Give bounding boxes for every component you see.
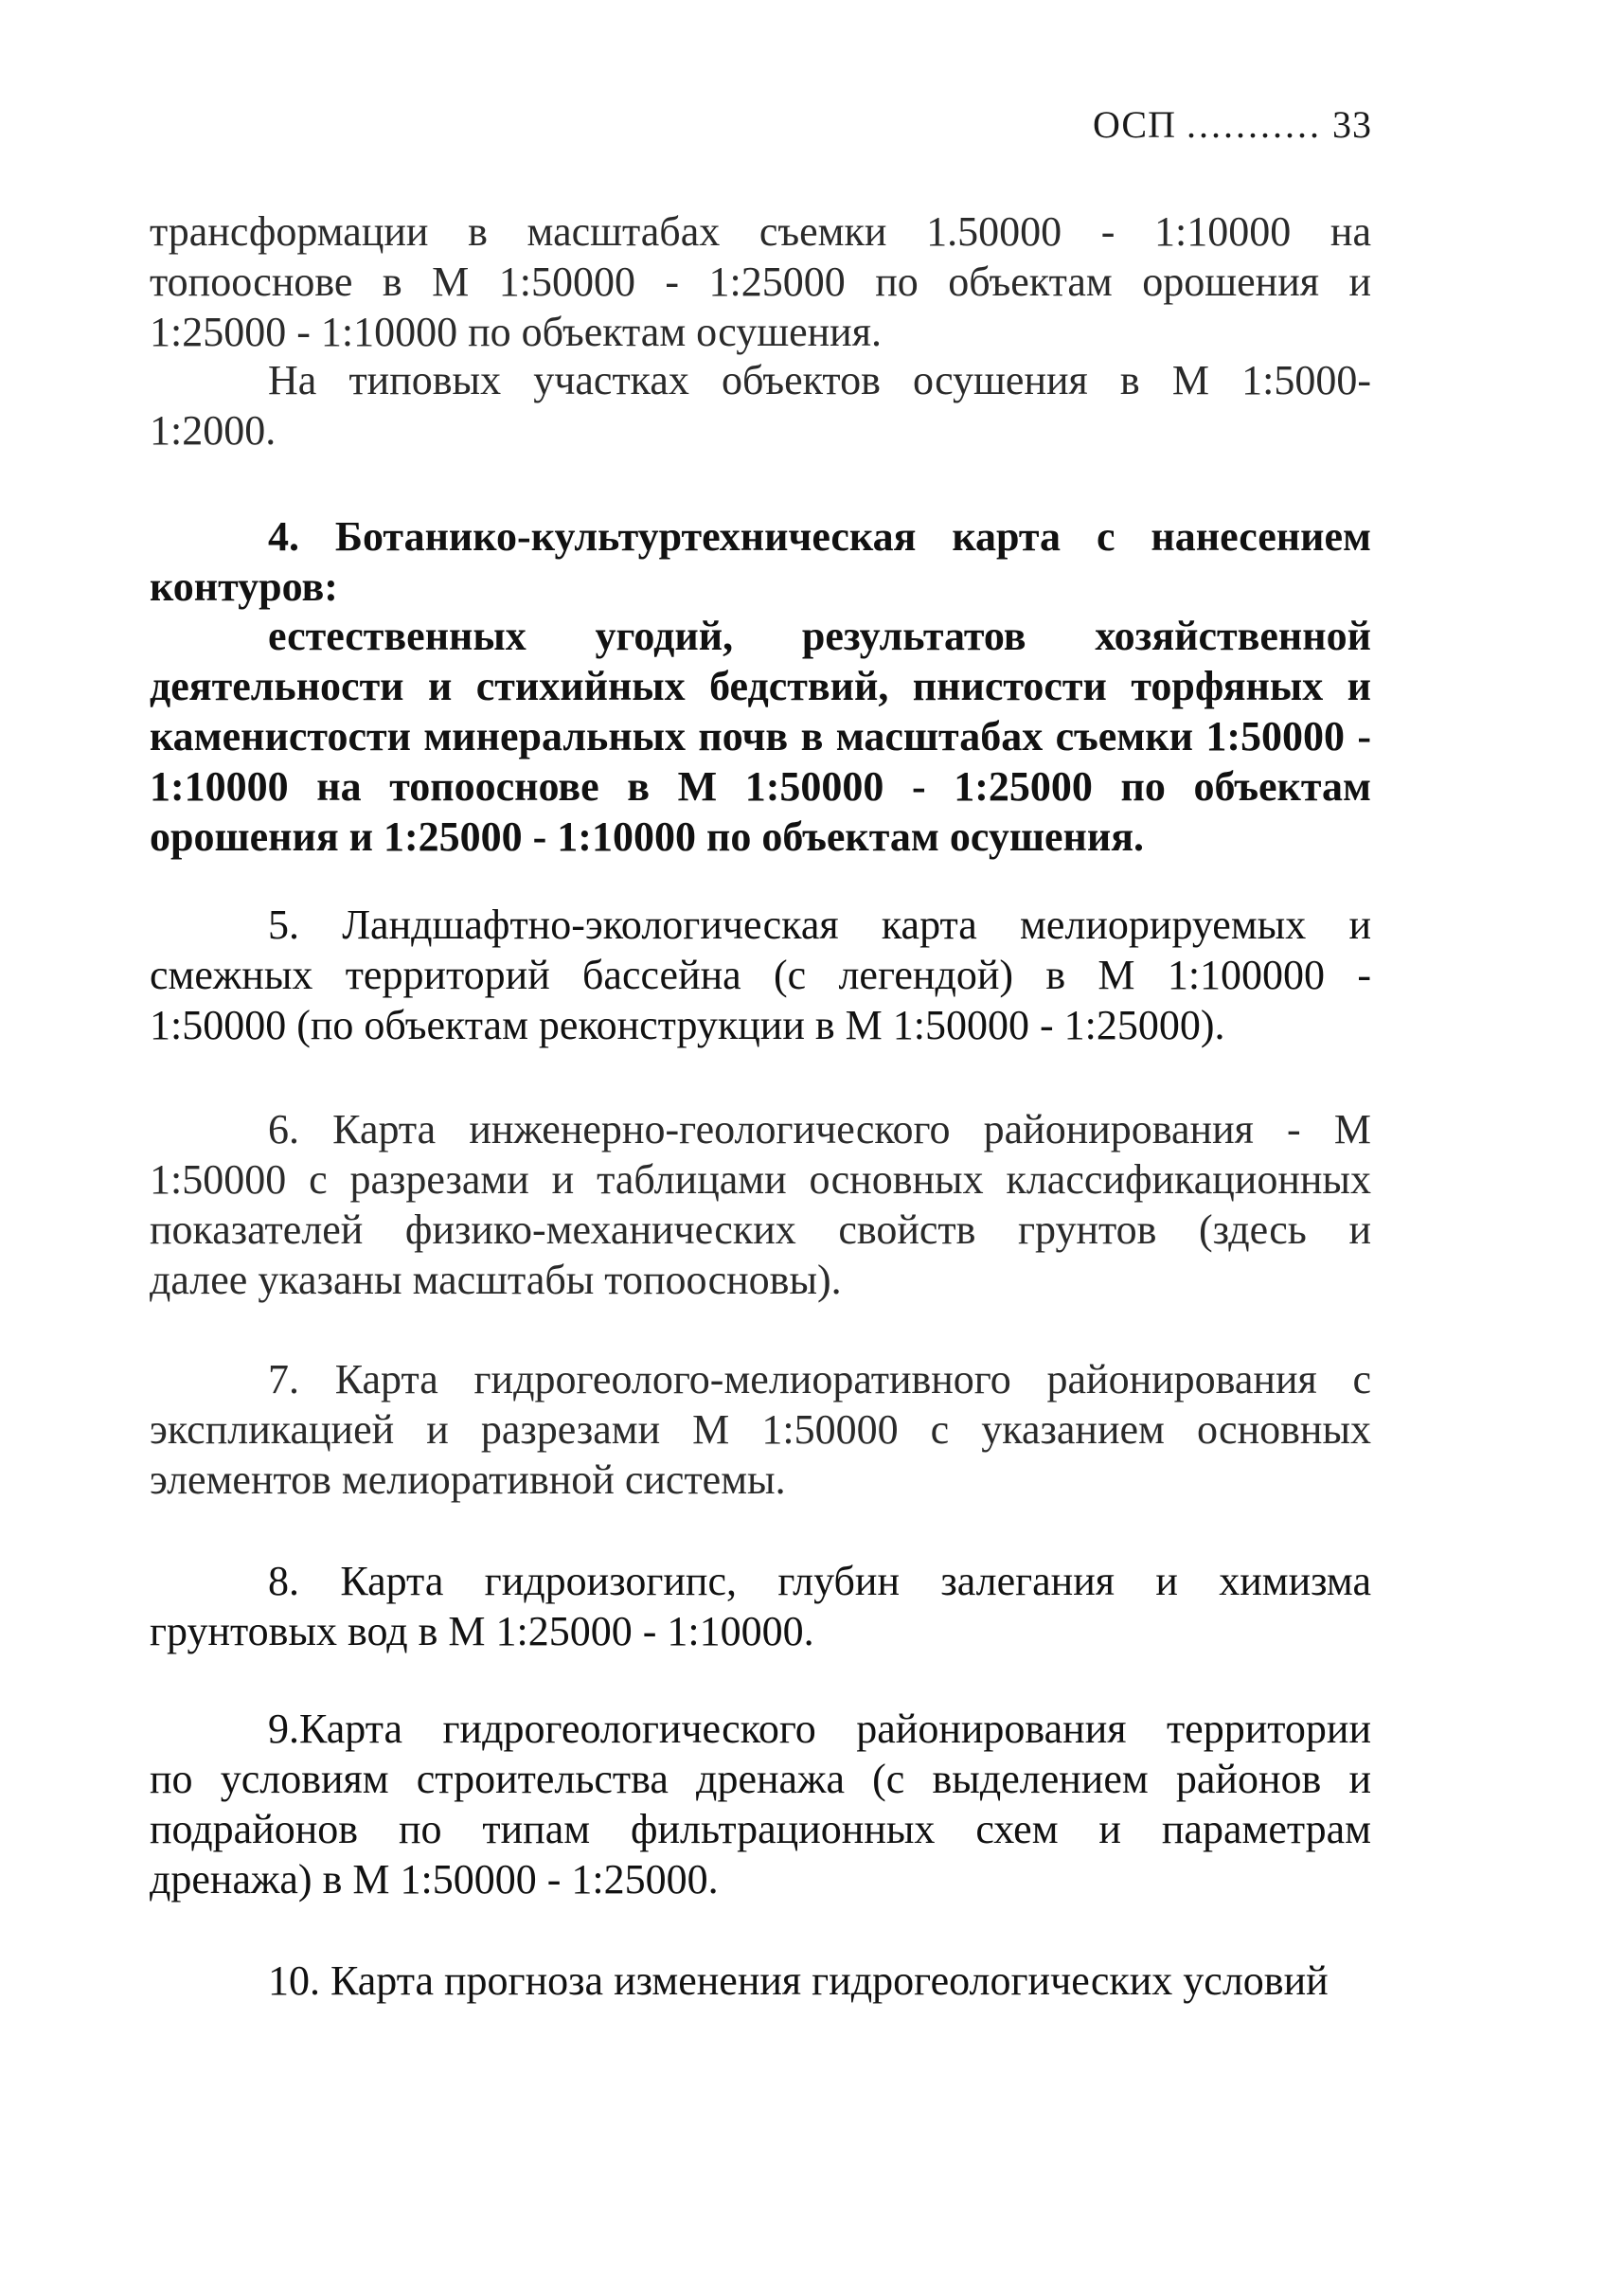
page-number: 33 (1332, 103, 1372, 146)
text-line: элементов мелиоративной системы. (150, 1456, 786, 1503)
text-line: 1:10000 на топооснове в М 1:50000 - 1:25000 по объектам (150, 763, 1371, 810)
paragraph-item-4 (150, 511, 1371, 612)
text-line: показателей физико-механических свойств грунтов (здесь и (150, 1206, 1371, 1253)
text-line: контуров: (150, 563, 338, 610)
header-label: ОСП (1093, 103, 1176, 146)
header-leader: ........... (1187, 103, 1322, 146)
text-line: 1:50000 (по объектам реконструкции в М 1:50000 - 1:25000). (150, 1002, 1225, 1048)
paragraph-item-8 (150, 1556, 1371, 1656)
text-line: 4. Ботанико-культуртехническая карта с нанесением (268, 513, 1371, 560)
text-line: 9.Карта гидрогеологического районирования территории (268, 1706, 1371, 1752)
text-line: 6. Карта инженерно-геологического районирования - М (268, 1106, 1371, 1152)
text-line: каменистости минеральных почв в масштабах съемки 1:50000 - (150, 713, 1371, 759)
text-line: 1:50000 с разрезами и таблицами основных классификационных (150, 1156, 1371, 1203)
page-header (1093, 102, 1372, 147)
text-line: экспликацией и разрезами М 1:50000 с указанием основных (150, 1406, 1371, 1453)
text-line: 1:2000. (150, 407, 277, 454)
text-line: топооснове в М 1:50000 - 1:25000 по объектам орошения и (150, 259, 1371, 305)
paragraph-item-6 (150, 1104, 1371, 1305)
text-line: орошения и 1:25000 - 1:10000 по объектам осушения. (150, 813, 1145, 860)
text-line: смежных территорий бассейна (с легендой) в М 1:100000 - (150, 952, 1371, 998)
paragraph-item-10 (150, 1956, 1371, 2006)
text-line: 7. Карта гидрогеолого-мелиоративного районирования с (268, 1356, 1371, 1402)
paragraph-item-9 (150, 1704, 1371, 1904)
text-line: деятельности и стихийных бедствий, пнистости торфяных и (150, 663, 1371, 709)
text-line: подрайонов по типам фильтрационных схем и параметрам (150, 1806, 1371, 1852)
paragraph-typical-sites (150, 355, 1371, 456)
paragraph-item-4-details (150, 611, 1371, 862)
text-line: 5. Ландшафтно-экологическая карта мелиорируемых и (268, 902, 1371, 948)
text-line: 8. Карта гидроизогипс, глубин залегания и химизма (268, 1558, 1371, 1604)
text-line: грунтовых вод в М 1:25000 - 1:10000. (150, 1608, 814, 1654)
paragraph-item-7 (150, 1354, 1371, 1505)
text-line: дренажа) в М 1:50000 - 1:25000. (150, 1856, 719, 1903)
text-line: далее указаны масштабы топоосновы). (150, 1257, 842, 1303)
text-line: На типовых участках объектов осушения в М 1:5000- (268, 357, 1371, 403)
text-line: 1:25000 - 1:10000 по объектам осушения. (150, 309, 882, 355)
paragraph-transformation (150, 206, 1371, 357)
text-line: трансформации в масштабах съемки 1.50000 - 1:10000 на (150, 208, 1371, 255)
text-line: по условиям строительства дренажа (с выделением районов и (150, 1756, 1371, 1802)
text-line: 10. Карта прогноза изменения гидрогеологических условий (268, 1957, 1329, 2004)
paragraph-item-5 (150, 900, 1371, 1050)
text-line: естественных угодий, результатов хозяйственной (268, 613, 1371, 659)
